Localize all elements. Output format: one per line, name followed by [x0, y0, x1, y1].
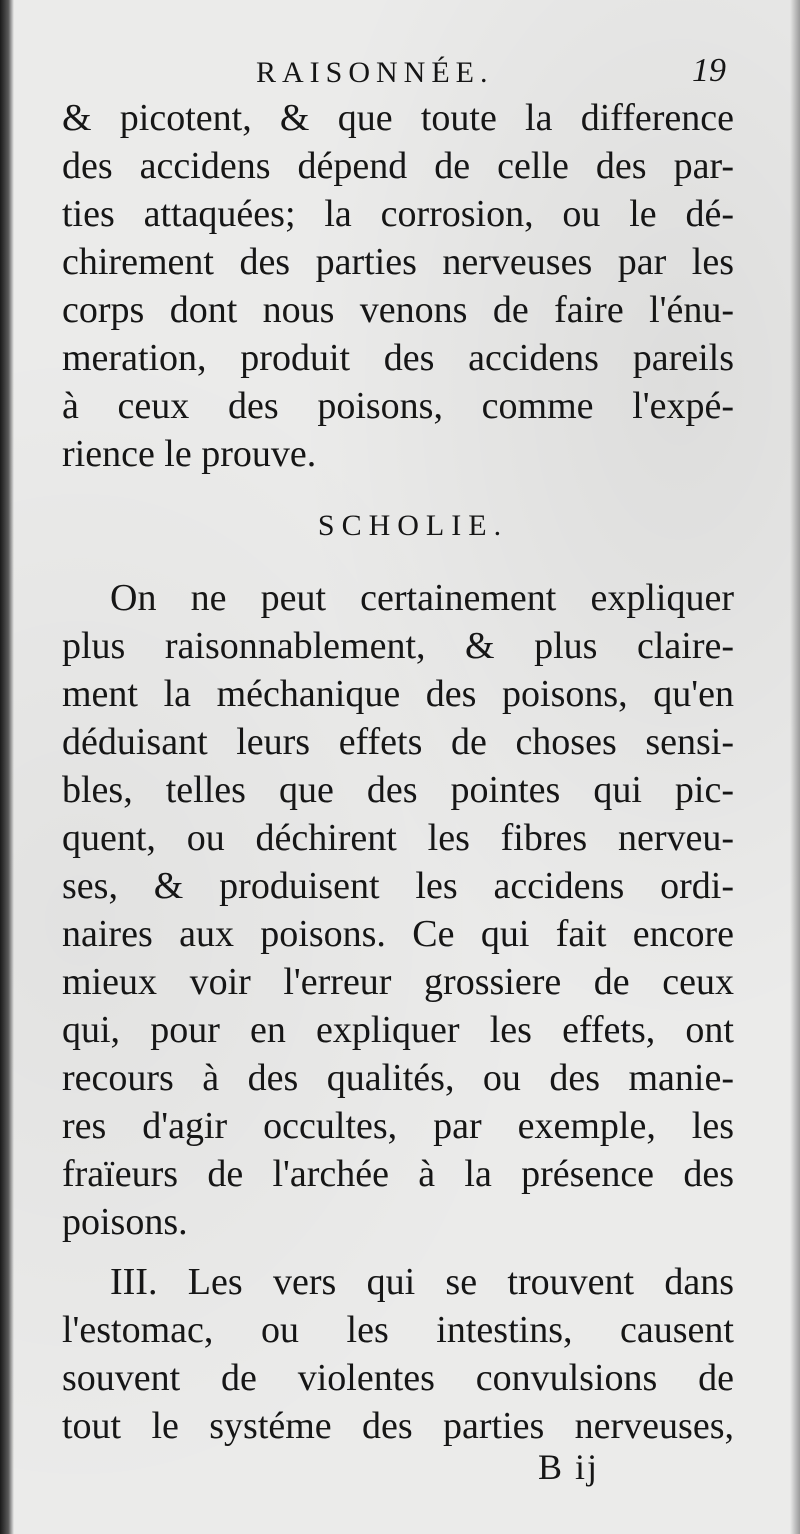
text-line: & picotent, & que toute la difference	[62, 97, 734, 139]
text-line: l'estomac, ou les intestins, causent	[62, 1309, 734, 1351]
text-line: ties attaquées; la corrosion, ou le dé-	[62, 193, 734, 235]
text-line: déduisant leurs effets de choses sensi-	[62, 721, 734, 763]
page-number: 19	[692, 52, 726, 89]
text-line: bles, telles que des pointes qui pic-	[62, 769, 734, 811]
text-line: fraïeurs de l'archée à la présence des	[62, 1153, 734, 1195]
page-gutter-shadow	[0, 0, 14, 1534]
section-title: SCHOLIE.	[317, 509, 509, 542]
text-line: qui, pour en expliquer les effets, ont	[62, 1009, 734, 1051]
text-line: souvent de violentes convulsions de	[62, 1357, 734, 1399]
text-line: naires aux poisons. Ce qui fait encore	[62, 913, 734, 955]
page-edge	[790, 0, 800, 1534]
text-block	[62, 94, 734, 1450]
text-line: chirement des parties nerveuses par les	[62, 241, 734, 283]
text-line: poisons.	[62, 1201, 188, 1243]
text-line: ses, & produisent les accidens ordi-	[62, 865, 734, 907]
text-line: ment la méchanique des poisons, qu'en	[62, 673, 734, 715]
text-line: III. Les vers qui se trouvent dans	[110, 1261, 734, 1303]
running-head: RAISONNÉE.	[256, 56, 494, 89]
text-line: On ne peut certainement expliquer	[110, 577, 734, 619]
paragraph-2	[62, 574, 734, 1246]
text-line: à ceux des poisons, comme l'expé-	[62, 385, 734, 427]
text-line: res d'agir occultes, par exemple, les	[62, 1105, 734, 1147]
text-line: recours à des qualités, ou des manie-	[62, 1057, 734, 1099]
text-line: tout le systéme des parties nerveuses,	[62, 1405, 734, 1447]
paragraph-3	[62, 1258, 734, 1450]
text-line: mieux voir l'erreur grossiere de ceux	[62, 961, 734, 1003]
text-line: corps dont nous venons de faire l'énu-	[62, 289, 734, 331]
text-line: des accidens dépend de celle des par-	[62, 145, 734, 187]
text-line: plus raisonnablement, & plus claire-	[62, 625, 734, 667]
text-line: meration, produit des accidens pareils	[62, 337, 734, 379]
text-line: rience le prouve.	[62, 433, 317, 475]
text-line: quent, ou déchirent les fibres nerveu-	[62, 817, 734, 859]
paragraph-spacer	[62, 1246, 734, 1258]
paragraph-1	[62, 94, 734, 478]
signature-mark: B ij	[538, 1447, 600, 1487]
